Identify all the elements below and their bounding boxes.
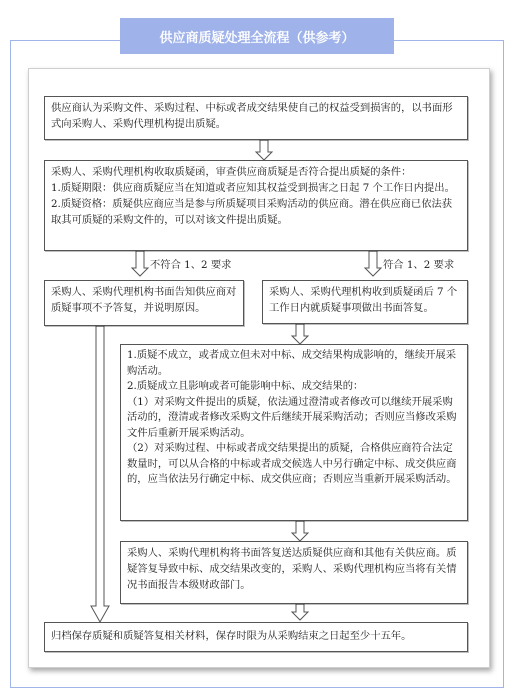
page-title: 供应商质疑处理全流程（供参考） <box>120 18 394 54</box>
step-handling-results: 1.质疑不成立，或者成立但未对中标、成交结果构成影响的，继续开展采购活动。 2.质疑成立且影响或者可能影响中标、成交结果的： （1）对采购文件提出的质疑，依法通过澄清或者修改可以继续开展采购活动的，澄清或者修改采购文件后继续开展采购活动；否则应当修改采购文件后重新开展采购活动。 （2）对采购过程、中标或者成交结果提出的质疑，合格供应商符合法定数量时，可以从合格的中标或者成交候选人中另行确定中标、成交供应商的，应当依法另行确定中标、成交供应商；否则应当重新开展采购活动。 <box>120 344 468 521</box>
arrow-step1-to-step2 <box>256 140 272 160</box>
arrow-notify-to-archive <box>292 604 308 620</box>
branch-label-meet: 符合 1、2 要求 <box>383 259 455 271</box>
step-reject-reply: 采购人、采购代理机构书面告知供应商对质疑事项不予答复，并说明原因。 <box>44 280 244 326</box>
arrow-reject-to-archive <box>91 326 109 622</box>
arrow-to-accept <box>365 251 381 276</box>
arrow-to-reject <box>132 251 148 276</box>
step-written-reply: 采购人、采购代理机构收到质疑函后 7 个工作日内就质疑事项做出书面答复。 <box>262 280 468 324</box>
arrow-accept-to-results <box>292 324 308 344</box>
step-notify-suppliers: 采购人、采购代理机构将书面答复送达质疑供应商和其他有关供应商。质疑答复导致中标、成交结果改变的，采购人、采购代理机构应当将有关情况书面报告本级财政部门。 <box>120 541 468 604</box>
step-archive-materials: 归档保存质疑和质疑答复相关材料，保存时限为从采购结束之日起至少十五年。 <box>44 622 468 652</box>
branch-label-not-meet: 不符合 1、2 要求 <box>150 259 232 271</box>
step-submit-complaint: 供应商认为采购文件、采购过程、中标或者成交结果使自己的权益受到损害的，以书面形式向采购人、采购代理机构提出质疑。 <box>44 96 468 140</box>
arrow-results-to-notify <box>292 521 308 541</box>
step-review-conditions: 采购人、采购代理机构收取质疑函，审查供应商质疑是否符合提出质疑的条件： 1.质疑期限：供应商质疑应当在知道或者应知其权益受到损害之日起 7 个工作日内提出。 2.质疑资格：质疑供应商应当是参与所质疑项目采购活动的供应商。潜在供应商已依法获取其可质疑的采购文件的，可以对该文件提出质疑。 <box>44 160 468 251</box>
